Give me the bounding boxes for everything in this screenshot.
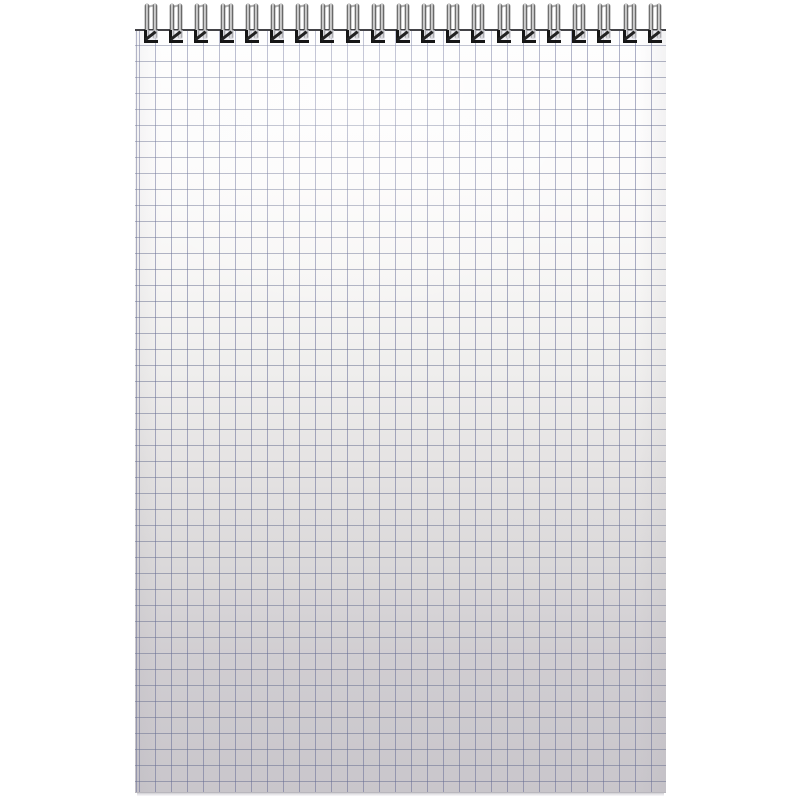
spiral-ring: [371, 4, 386, 46]
spiral-ring: [396, 4, 411, 46]
punch-hole: [471, 30, 485, 43]
punch-hole: [497, 30, 511, 43]
punch-hole: [194, 30, 208, 43]
punch-hole: [547, 30, 561, 43]
punch-hole: [371, 30, 385, 43]
punch-hole: [572, 30, 586, 43]
spiral-binding: [144, 4, 663, 46]
grid-paper: [135, 29, 666, 793]
punch-hole: [446, 30, 460, 43]
spiral-ring: [522, 4, 537, 46]
spiral-ring: [497, 4, 512, 46]
spiral-ring: [648, 4, 663, 46]
punch-hole: [597, 30, 611, 43]
punch-hole: [320, 30, 334, 43]
spiral-ring: [597, 4, 612, 46]
spiral-ring: [144, 4, 159, 46]
spiral-ring: [471, 4, 486, 46]
punch-hole: [648, 30, 662, 43]
spiral-ring: [572, 4, 587, 46]
spiral-ring: [446, 4, 461, 46]
spiral-ring: [346, 4, 361, 46]
spiral-ring: [421, 4, 436, 46]
spiral-ring: [623, 4, 638, 46]
spiral-ring: [245, 4, 260, 46]
punch-hole: [421, 30, 435, 43]
punch-hole: [169, 30, 183, 43]
spiral-ring: [320, 4, 335, 46]
spiral-ring: [295, 4, 310, 46]
paper-bottom-edge: [137, 793, 664, 796]
punch-hole: [396, 30, 410, 43]
spiral-ring: [270, 4, 285, 46]
spiral-notepad: [135, 4, 666, 796]
spiral-ring: [169, 4, 184, 46]
punch-hole: [245, 30, 259, 43]
punch-hole: [144, 30, 158, 43]
punch-hole: [220, 30, 234, 43]
punch-hole: [623, 30, 637, 43]
spiral-ring: [220, 4, 235, 46]
punch-hole: [346, 30, 360, 43]
punch-hole: [522, 30, 536, 43]
punch-hole: [295, 30, 309, 43]
spiral-ring: [194, 4, 209, 46]
spiral-ring: [547, 4, 562, 46]
punch-hole: [270, 30, 284, 43]
